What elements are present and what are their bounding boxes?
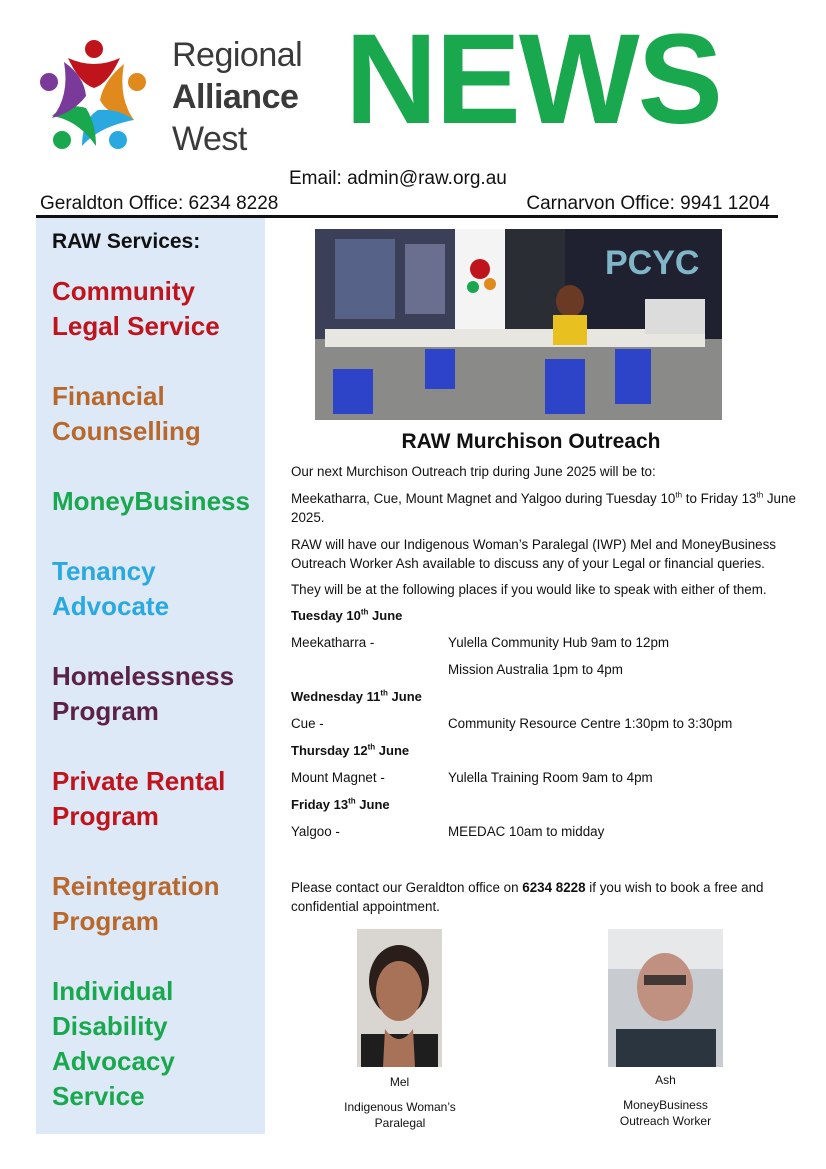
day-label: Thursday 12 — [291, 743, 368, 758]
paragraph-places-intro: They will be at the following places if you would like to speak with either of them. — [291, 582, 767, 597]
staff-role-ash — [598, 1097, 733, 1129]
day-sup: th — [360, 607, 369, 617]
day-month: June — [375, 743, 410, 758]
logo-line-west: West — [172, 120, 247, 158]
contact-text-b: if you wish to book a free and confidential appointment. — [291, 880, 764, 914]
logo-line-regional: Regional — [172, 36, 303, 74]
paragraph-contact — [291, 878, 791, 916]
schedule-place-mount-magnet: Mount Magnet - — [291, 770, 385, 785]
article-title: RAW Murchison Outreach — [401, 430, 661, 453]
schedule-day-friday — [291, 797, 390, 812]
paragraph-staff-intro: RAW will have our Indigenous Woman’s Paralegal (IWP) Mel and MoneyBusiness Outreach Worker Ash available to discuss any of your Legal or financial queries. — [291, 537, 777, 571]
schedule-detail-yalgoo: MEEDAC 10am to midday — [448, 824, 605, 839]
svg-text:PCYC: PCYC — [605, 244, 700, 282]
staff-photo-mel — [357, 929, 442, 1067]
staff-role-line: Indigenous Woman’s — [344, 1100, 456, 1114]
staff-role-line: Paralegal — [374, 1116, 426, 1130]
service-tenancy-advocate: Tenancy Advocate — [52, 556, 170, 621]
day-label: Tuesday 10 — [291, 608, 361, 623]
contact-phone: 6234 8228 — [522, 880, 586, 895]
day-label: Wednesday 11 — [291, 689, 381, 704]
sidebar-heading: RAW Services: — [52, 230, 201, 253]
paragraph-trip-dates — [291, 489, 803, 527]
day-sup: th — [367, 742, 376, 752]
trip-dates-sup1: th — [675, 490, 683, 500]
schedule-detail-cue: Community Resource Centre 1:30pm to 3:30pm — [448, 716, 733, 731]
staff-role-line: MoneyBusiness — [623, 1098, 708, 1112]
schedule-detail-meekatharra-2: Mission Australia 1pm to 4pm — [448, 662, 623, 677]
schedule-day-thursday — [291, 743, 409, 758]
schedule-place-cue: Cue - — [291, 716, 324, 731]
day-month: June — [368, 608, 403, 623]
schedule-place-yalgoo: Yalgoo - — [291, 824, 340, 839]
day-month: June — [387, 689, 422, 704]
schedule-day-tuesday — [291, 608, 402, 623]
services-sidebar — [36, 218, 265, 1134]
service-financial-counselling: Financial Counselling — [52, 381, 201, 446]
schedule-day-wednesday — [291, 689, 422, 704]
outreach-photo — [315, 229, 722, 420]
day-sup: th — [348, 796, 356, 806]
service-homelessness: Homelessness Program — [52, 661, 235, 726]
staff-photo-ash — [608, 929, 723, 1067]
service-community-legal: Community Legal Service — [52, 276, 220, 341]
schedule-detail-meekatharra-1: Yulella Community Hub 9am to 12pm — [448, 635, 670, 650]
day-sup: th — [380, 688, 388, 698]
trip-dates-text-a: Meekatharra, Cue, Mount Magnet and Yalgoo during Tuesday 10 — [291, 491, 676, 506]
trip-dates-text-c: June 2025. — [291, 491, 796, 525]
trip-dates-sup2: th — [756, 490, 764, 500]
staff-name-ash: Ash — [655, 1073, 676, 1087]
schedule-detail-mount-magnet: Yulella Training Room 9am to 4pm — [448, 770, 653, 785]
logo-wordmark — [172, 34, 302, 160]
day-month: June — [355, 797, 390, 812]
service-reintegration: Reintegration Program — [52, 871, 220, 936]
staff-role-line: Outreach Worker — [619, 1114, 712, 1128]
contact-text-a: Please contact our Geraldton office on — [291, 880, 523, 895]
email-line: Email: admin@raw.org.au — [289, 168, 507, 189]
schedule-place-meekatharra: Meekatharra - — [291, 635, 375, 650]
day-label: Friday 13 — [291, 797, 349, 812]
logo-line-alliance: Alliance — [172, 78, 299, 116]
staff-name-mel: Mel — [389, 1075, 410, 1089]
staff-role-mel — [330, 1099, 470, 1131]
paragraph-trip-intro: Our next Murchison Outreach trip during June 2025 will be to: — [291, 464, 656, 479]
service-moneybusiness: MoneyBusiness — [52, 486, 250, 516]
service-disability-advocacy: Individual Disability Advocacy Service — [52, 976, 175, 1111]
geraldton-office: Geraldton Office: 6234 8228 — [40, 193, 279, 214]
raw-logo-icon — [38, 36, 150, 154]
news-title: NEWS — [345, 8, 721, 151]
carnarvon-office: Carnarvon Office: 9941 1204 — [526, 193, 770, 214]
service-private-rental: Private Rental Program — [52, 766, 226, 831]
trip-dates-text-b: to Friday 13 — [682, 491, 757, 506]
